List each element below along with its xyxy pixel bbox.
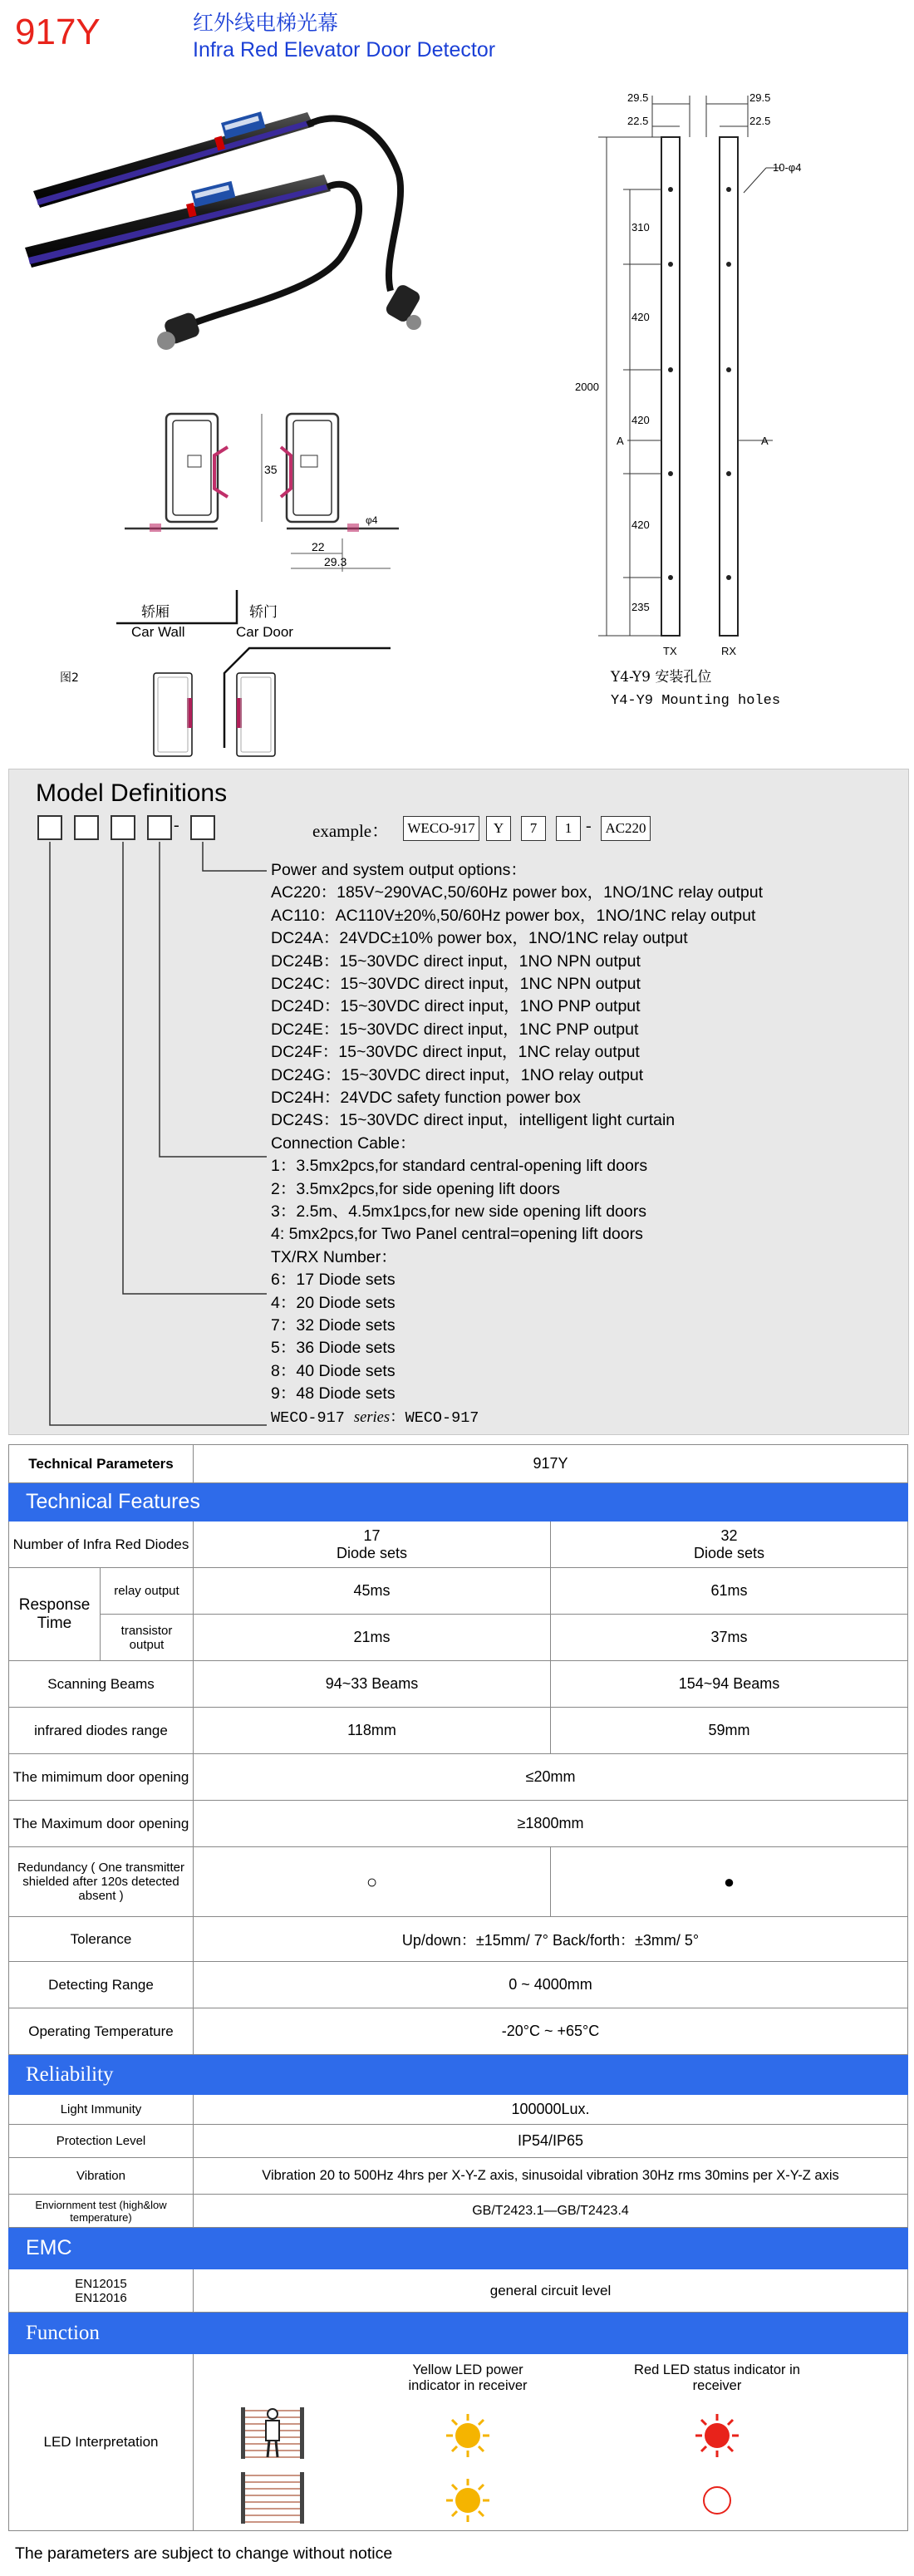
diodes-col1-num: 17 (363, 1526, 381, 1544)
hole-label: 10-φ4 (773, 161, 802, 174)
led-diagram (194, 2354, 908, 2530)
model-definitions-panel (8, 769, 909, 1435)
product-photo (25, 75, 457, 374)
def-line: DC24B：15~30VDC direct input，1NO NPN output (271, 951, 641, 971)
footer-note: The parameters are subject to change without notice (15, 2544, 393, 2563)
reliability-header: Reliability (9, 2055, 908, 2095)
emc-label-1: EN12015 (75, 2276, 127, 2291)
car-wall-cn: 轿厢 (141, 604, 170, 621)
example-code-1: WECO-917 (403, 816, 479, 841)
table-row (9, 1847, 908, 1917)
diodes-col1-unit: Diode sets (336, 1544, 408, 1561)
detecting-value: 0 ~ 4000mm (194, 1962, 908, 2008)
function-header: Function (9, 2313, 908, 2354)
protection-value: IP54/IP65 (194, 2125, 908, 2158)
light-value: 100000Lux. (194, 2095, 908, 2125)
specification-table (8, 1444, 908, 2531)
top-dim-2: 29.5 (749, 91, 771, 104)
mounting-caption-cn: Y4-Y9 安装孔位 (611, 669, 712, 686)
def-line: DC24S：15~30VDC direct input，intelligent light curtain (271, 1111, 676, 1130)
diodes-col2-unit: Diode sets (693, 1544, 765, 1561)
def-line: Power and system output options： (271, 861, 527, 879)
def-line: TX/RX Number： (271, 1247, 397, 1266)
redundancy-value-1: ○ (194, 1847, 551, 1917)
def-line: DC24E：15~30VDC direct input，1NC PNP output (271, 1020, 639, 1039)
relay-value-1: 45ms (194, 1568, 551, 1615)
def-line: DC24A：24VDC±10% power box，1NO/1NC relay output (271, 929, 688, 948)
def-line: 6：17 Diode sets (271, 1271, 396, 1290)
code-dash: - (174, 816, 179, 834)
env-label: Enviornment test (high&low temperature) (9, 2195, 194, 2228)
table-row (9, 2195, 908, 2228)
top-dim-4: 22.5 (749, 115, 771, 127)
env-value: GB/T2423.1—GB/T2423.4 (194, 2195, 908, 2228)
clear-beams-icon (239, 2470, 306, 2525)
yellow-led-on-icon-2 (445, 2477, 491, 2524)
features-header: Technical Features (9, 1483, 908, 1522)
mounting-caption-en: Y4-Y9 Mounting holes (611, 693, 781, 709)
table-row (9, 2158, 908, 2195)
min-door-value: ≤20mm (194, 1754, 908, 1801)
diodes-label: Number of Infra Red Diodes (9, 1522, 194, 1568)
tolerance-value: Up/down：±15mm/ 7° Back/forth：±3mm/ 5° (194, 1917, 908, 1962)
section-mark-left: A (617, 435, 624, 447)
def-line: 5：36 Diode sets (271, 1339, 396, 1358)
example-label: example： (312, 821, 390, 841)
car-door-cn: 轿门 (249, 604, 278, 621)
def-line: 1：3.5mx2pcs,for standard central-opening lift doors (271, 1157, 648, 1176)
relay-value-2: 61ms (551, 1568, 908, 1615)
example-dash: - (586, 817, 592, 835)
range-label: infrared diodes range (9, 1708, 194, 1754)
figure-label: 图2 (60, 671, 79, 685)
tx-label: TX (663, 645, 677, 657)
emc-header: EMC (9, 2228, 908, 2269)
model-code: 917Y (15, 12, 101, 52)
series-prefix: WECO-917 (271, 1409, 354, 1427)
segment-5: 235 (631, 601, 650, 613)
profile-width-dim-2: 29.3 (324, 555, 347, 568)
table-row (9, 2269, 908, 2313)
car-wall-en: Car Wall (131, 624, 185, 640)
def-line: DC24F：15~30VDC direct input，1NC relay output (271, 1043, 640, 1062)
diodes-value-1 (194, 1522, 551, 1568)
table-row (9, 1754, 908, 1801)
segment-1: 310 (631, 221, 650, 234)
section-mark-right: A (761, 435, 769, 447)
redundancy-label: Redundancy ( One transmitter shielded after 120s detected absent ) (9, 1847, 194, 1917)
operating-label: Operating Temperature (9, 2008, 194, 2055)
section-header-row (9, 2228, 908, 2269)
table-row (9, 1445, 908, 1483)
profile-cross-section (125, 406, 407, 588)
detecting-label: Detecting Range (9, 1962, 194, 2008)
diodes-value-2 (551, 1522, 908, 1568)
title-chinese: 红外线电梯光幕 (193, 11, 339, 35)
table-row (9, 1522, 908, 1568)
segment-4: 420 (631, 519, 650, 531)
top-dim-3: 22.5 (627, 115, 649, 127)
table-row (9, 1801, 908, 1847)
emc-label (9, 2269, 194, 2313)
def-line: 2：3.5mx2pcs,for side opening lift doors (271, 1179, 560, 1198)
vibration-label: Vibration (9, 2158, 194, 2195)
profile-hole-dim: φ4 (366, 514, 378, 526)
def-line: DC24G：15~30VDC direct input，1NO relay output (271, 1065, 644, 1084)
table-row (9, 1917, 908, 1962)
section-header-row (9, 1483, 908, 1522)
table-row (9, 2354, 908, 2531)
car-door-en: Car Door (236, 624, 293, 640)
def-line: 7：32 Diode sets (271, 1316, 396, 1335)
section-header-row (9, 2313, 908, 2354)
light-curtain-bar-back (33, 111, 422, 330)
example-code-4: 1 (556, 816, 581, 841)
rx-label: RX (721, 645, 737, 657)
top-dim-1: 29.5 (627, 91, 649, 104)
section-header-row (9, 2055, 908, 2095)
def-line: 9：48 Diode sets (271, 1384, 396, 1404)
scanning-value-1: 94~33 Beams (194, 1661, 551, 1708)
table-row (9, 1568, 908, 1615)
red-led-on-icon (694, 2412, 740, 2459)
total-height: 2000 (575, 381, 599, 393)
scanning-label: Scanning Beams (9, 1661, 194, 1708)
response-label: Response Time (9, 1568, 101, 1661)
transistor-value-2: 37ms (551, 1615, 908, 1661)
max-door-label: The Maximum door opening (9, 1801, 194, 1847)
diodes-col2-num: 32 (720, 1526, 738, 1544)
tech-params-label: Technical Parameters (9, 1445, 194, 1483)
scanning-value-2: 154~94 Beams (551, 1661, 908, 1708)
operating-value: -20°C ~ +65°C (194, 2008, 908, 2055)
emc-label-2: EN12016 (75, 2290, 127, 2305)
range-value-2: 59mm (551, 1708, 908, 1754)
def-line: 4: 5mx2pcs,for Two Panel central=opening lift doors (271, 1225, 643, 1244)
red-led-off-icon (694, 2477, 740, 2524)
redundancy-value-2: ● (551, 1847, 908, 1917)
transistor-value-1: 21ms (194, 1615, 551, 1661)
table-row (9, 1708, 908, 1754)
max-door-value: ≥1800mm (194, 1801, 908, 1847)
tolerance-label: Tolerance (9, 1917, 194, 1962)
table-row (9, 1615, 908, 1661)
profile-height-dim: 35 (264, 463, 278, 476)
example-code-3: 7 (521, 816, 546, 841)
title-english: Infra Red Elevator Door Detector (193, 38, 496, 61)
def-line: Connection Cable： (271, 1133, 416, 1153)
def-line: DC24H：24VDC safety function power box (271, 1089, 581, 1107)
table-row (9, 1661, 908, 1708)
yellow-led-title: Yellow LED power indicator in receiver (408, 2362, 528, 2393)
def-line: 8：40 Diode sets (271, 1361, 396, 1380)
relay-label: relay output (101, 1568, 194, 1615)
protection-label: Protection Level (9, 2125, 194, 2158)
series-suffix: ：WECO-917 (390, 1409, 479, 1427)
table-row (9, 2008, 908, 2055)
mounting-holes-drawing (573, 91, 823, 723)
series-word: series (353, 1409, 391, 1426)
table-row (9, 1962, 908, 2008)
led-label: LED Interpretation (9, 2354, 194, 2531)
def-line: DC24D：15~30VDC direct input，1NO PNP output (271, 997, 641, 1016)
vibration-value: Vibration 20 to 500Hz 4hrs per X-Y-Z axis, sinusoidal vibration 30Hz rms 30mins per X-Y-Z axis (194, 2158, 908, 2195)
installation-schematic (8, 573, 399, 764)
red-led-title: Red LED status indicator in receiver (634, 2362, 800, 2393)
yellow-led-on-icon (445, 2412, 491, 2459)
example-code-2: Y (486, 816, 511, 841)
def-line: 3：2.5m、4.5mx1pcs,for new side opening lift doors (271, 1202, 646, 1221)
light-label: Light Immunity (9, 2095, 194, 2125)
segment-2: 420 (631, 311, 650, 323)
transistor-label: transistor output (101, 1615, 194, 1661)
person-in-beams-icon (239, 2406, 306, 2460)
emc-value: general circuit level (194, 2269, 908, 2313)
example-code-5: AC220 (601, 816, 651, 841)
range-value-1: 118mm (194, 1708, 551, 1754)
profile-width-dim-1: 22 (312, 540, 325, 553)
table-row (9, 2125, 908, 2158)
light-curtain-bar-front (25, 175, 359, 350)
def-line: DC24C：15~30VDC direct input，1NC NPN output (271, 975, 641, 993)
model-definitions-title: Model Definitions (36, 779, 228, 807)
led-interpretation-cell (194, 2354, 908, 2531)
def-line: AC220：185V~290VAC,50/60Hz power box，1NO/1NC relay output (271, 883, 764, 902)
def-line: 4：20 Diode sets (271, 1293, 396, 1312)
series-line (271, 1407, 479, 1429)
segment-3: 420 (631, 414, 650, 426)
min-door-label: The mimimum door opening (9, 1754, 194, 1801)
table-row (9, 2095, 908, 2125)
def-line: AC110：AC110V±20%,50/60Hz power box，1NO/1NC relay output (271, 906, 756, 925)
tech-params-value: 917Y (194, 1445, 908, 1483)
